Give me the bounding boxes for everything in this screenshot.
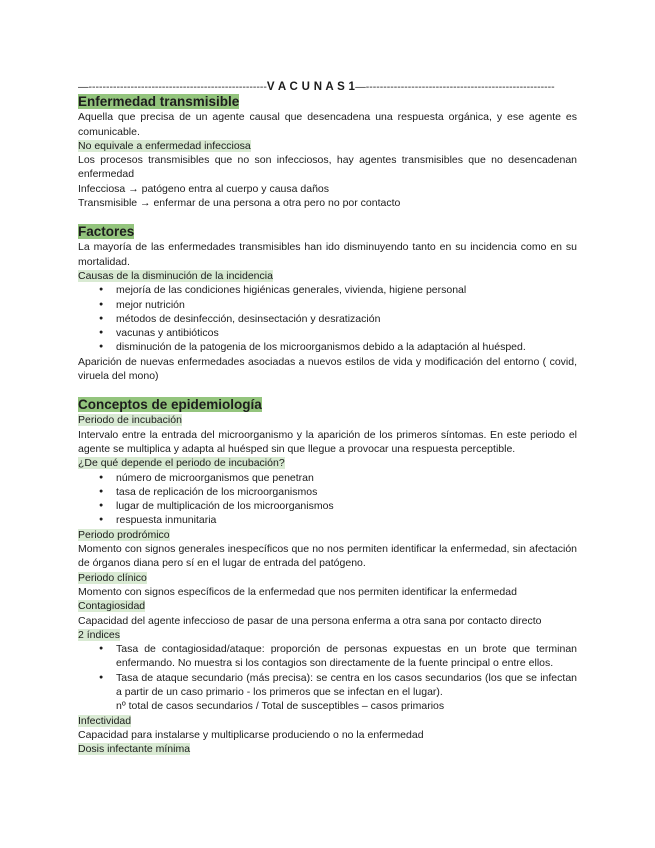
- list-item: [116, 642, 577, 671]
- list-item: ● número de microorganismos que penetran: [116, 471, 577, 485]
- paragraph-definition: Aquella que precisa de un agente causal que desencadena una respuesta orgánica, y ese agente es comunicable.: [78, 111, 577, 138]
- heading-enfermedad-transmisible: Enfermedad transmisible: [78, 94, 240, 110]
- indice-ataque-secundario: ● Tasa de ataque secundario (más precisa): se centra en los casos secundarios (los que se infectan a partir de un caso primario - los primeros que se infectan en el lugar).: [116, 671, 577, 698]
- list-item: ● métodos de desinfección, desinsectación y desratización: [116, 312, 577, 326]
- title-right-rule: —------------------------------------------------------: [355, 81, 555, 93]
- list-item: ● tasa de replicación de los microorganismos: [116, 485, 577, 499]
- indice-contagiosidad: ● Tasa de contagiosidad/ataque: proporción de personas expuestas en un brote que terminan enfermando. No muestra si los contagios son directamente de la fuente principal o entre ellos.: [116, 643, 577, 670]
- list-item: ● respuesta inmunitaria: [116, 513, 577, 527]
- formula-ataque-secundario: nº total de casos secundarios / Total de susceptibles – casos primarios: [116, 700, 445, 713]
- document-title-line: [78, 80, 577, 94]
- list-depende: [78, 471, 577, 528]
- list-item: ● mejor nutrición: [116, 298, 577, 312]
- paragraph-periodo-prodromico: Momento con signos generales inespecíficos que no nos permiten identificar la enfermedad, sin afectación de órganos diana pero sí en el lugar de entrada del patógeno.: [78, 543, 577, 570]
- subheading-indices: 2 índices: [78, 628, 121, 641]
- list-item: ● vacunas y antibióticos: [116, 326, 577, 340]
- document-title: V A C U N A S 1: [266, 81, 356, 93]
- subheading-periodo-clinico: Periodo clínico: [78, 571, 147, 584]
- subheading-infectividad: Infectividad: [78, 714, 132, 727]
- subheading-depende: ¿De qué depende el periodo de incubación?: [78, 457, 285, 470]
- list-item: ● disminución de la patogenia de los microorganismos debido a la adaptación al huésped.: [116, 340, 577, 354]
- paragraph-infectividad: Capacidad para instalarse y multiplicarse produciendo o no la enfermedad: [78, 728, 424, 741]
- subheading-periodo-incubacion: Periodo de incubación: [78, 414, 182, 427]
- paragraph-infecciosa: Infecciosa → patógeno entra al cuerpo y causa daños: [78, 182, 329, 195]
- subheading-no-equivale: No equivale a enfermedad infecciosa: [78, 139, 251, 152]
- paragraph-factores-intro: La mayoría de las enfermedades transmisibles han ido disminuyendo tanto en su incidencia como en su mortalidad.: [78, 241, 577, 268]
- heading-conceptos-epidemiologia: Conceptos de epidemiología: [78, 397, 262, 413]
- list-item: ● mejoría de las condiciones higiénicas generales, vivienda, higiene personal: [116, 283, 577, 297]
- list-item: ● lugar de multiplicación de los microorganismos: [116, 499, 577, 513]
- list-item: [116, 671, 577, 714]
- paragraph-periodo-clinico: Momento con signos específicos de la enfermedad que nos permiten identificar la enfermedad: [78, 585, 517, 598]
- subheading-dosis-infectante: Dosis infectante mínima: [78, 743, 191, 756]
- paragraph-periodo-incubacion: Intervalo entre la entrada del microorganismo y la aparición de los primeros síntomas. En este periodo el agente se multiplica y adapta al huésped sin que llegue a provocar una respuesta perceptible.: [78, 428, 577, 455]
- paragraph-aparicion: Aparición de nuevas enfermedades asociadas a nuevos estilos de vida y modificación del entorno ( covid, viruela del mono): [78, 355, 577, 383]
- subheading-causas: Causas de la disminución de la incidencia: [78, 269, 273, 282]
- list-indices: [78, 642, 577, 713]
- paragraph-transmisible: Transmisible → enfermar de una persona a otra pero no por contacto: [78, 197, 401, 210]
- paragraph-contagiosidad: Capacidad del agente infeccioso de pasar de una persona enferma a otra sana por contacto directo: [78, 614, 542, 627]
- subheading-periodo-prodromico: Periodo prodrómico: [78, 528, 170, 541]
- list-causas: [78, 283, 577, 354]
- document-body: [78, 80, 577, 756]
- heading-factores: Factores: [78, 224, 135, 240]
- subheading-contagiosidad: Contagiosidad: [78, 600, 146, 613]
- title-left-rule: —---------------------------------------------------: [78, 81, 267, 93]
- paragraph-no-equivale: Los procesos transmisibles que no son infecciosos, hay agentes transmisibles que no desencadenan enfermedad: [78, 154, 577, 181]
